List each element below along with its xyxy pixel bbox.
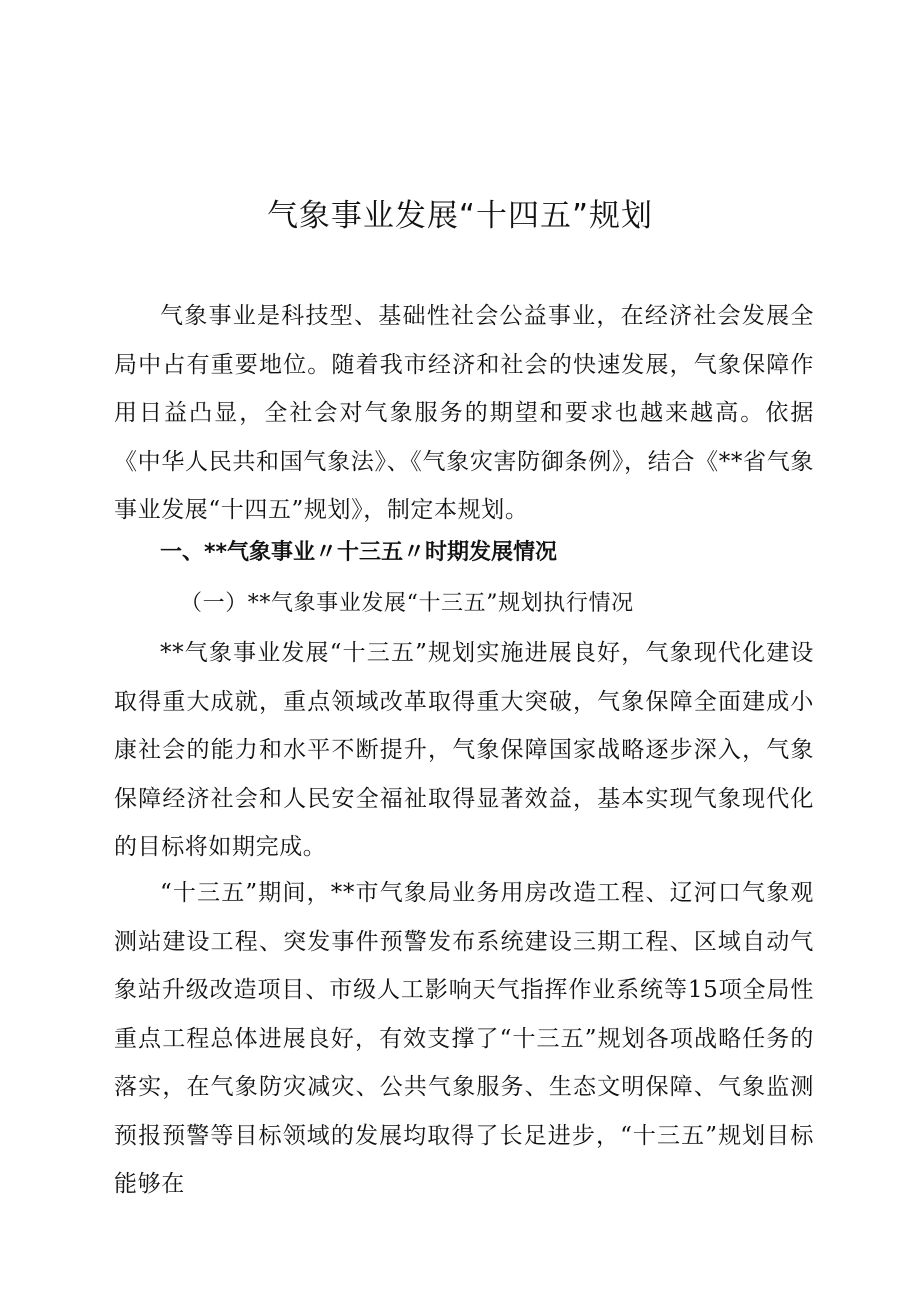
subsection-heading: （一）**气象事业发展“十三五”规划执行情况 [180,591,634,616]
section-heading: 一、**气象事业〃十三五〃时期发展情况 [160,540,558,565]
intro-paragraph: 气象事业是科技型、基础性社会公益事业，在经济社会发展全局中占有重要地位。随着我市经济和社会的快速发展，气象保障作用日益凸显，全社会对气象服务的期望和要求也越来越高。依据《中华人民共和国气象法》、《气象灾害防御条例》，结合《**省气象事业发展“十四五”规划》，制定本规划。 [114,303,814,523]
body-paragraph-2: “十三五”期间，**市气象局业务用房改造工程、辽河口气象观测站建设工程、突发事件预警发布系统建设三期工程、区域自动气象站升级改造项目、市级人工影响天气指挥作业系统等15项全局性重点工程总体进展良好，有效支撑了“十三五”规划各项战略任务的落实，在气象防灾减灾、公共气象服务、生态文明保障、气象监测预报预警等目标领域的发展均取得了长足进步，“十三五”规划目标能够在 [114,880,814,1197]
document-title: 气象事业发展“十四五”规划 [266,198,654,234]
body-paragraph-1: **气象事业发展“十三五”规划实施进展良好，气象现代化建设取得重大成就，重点领域改革取得重大突破，气象保障全面建成小康社会的能力和水平不断提升，气象保障国家战略逐步深入，气象保障经济社会和人民安全福祉取得显著效益，基本实现气象现代化的目标将如期完成。 [114,640,814,860]
